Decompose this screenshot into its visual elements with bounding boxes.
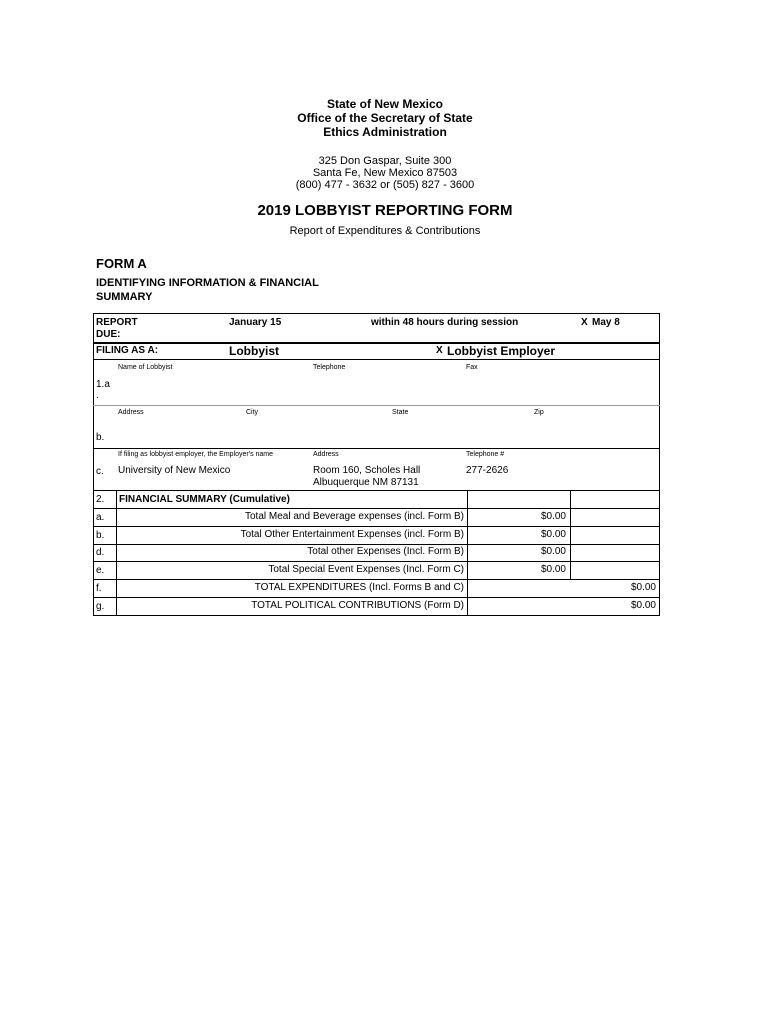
- employer-address-value[interactable]: [313, 465, 420, 489]
- section-title-line-1: IDENTIFYING INFORMATION & FINANCIAL: [96, 277, 319, 289]
- report-due-mark[interactable]: X: [581, 317, 588, 328]
- form-label: FORM A: [96, 256, 147, 271]
- row-e-number: e.: [96, 565, 105, 576]
- total-political-contributions-label: TOTAL POLITICAL CONTRIBUTIONS (Form D): [251, 600, 464, 611]
- filing-as-mark[interactable]: X: [436, 345, 443, 356]
- zip-label: Zip: [534, 409, 544, 416]
- special-event-label: Total Special Event Expenses (Incl. Form C): [268, 564, 464, 575]
- city-field[interactable]: [246, 419, 386, 445]
- financial-summary-number: 2.: [96, 494, 105, 505]
- employer-address-line-2: Albuquerque NM 87131: [313, 477, 419, 488]
- row-c-number: c.: [96, 466, 104, 477]
- agency-office: Office of the Secretary of State: [297, 111, 473, 125]
- row-1a-number-line-2: .: [96, 390, 99, 401]
- employer-name-value[interactable]: University of New Mexico: [118, 465, 231, 476]
- row-1a-number: [96, 379, 110, 401]
- agency-state: State of New Mexico: [326, 97, 444, 111]
- city-label: City: [246, 409, 259, 416]
- address-field[interactable]: [118, 419, 238, 445]
- filing-as-employer[interactable]: Lobbyist Employer: [447, 344, 556, 358]
- report-due-may[interactable]: May 8: [592, 317, 620, 328]
- total-expenditures-label: TOTAL EXPENDITURES (Incl. Forms B and C): [254, 582, 464, 593]
- section-title-line-2: SUMMARY: [96, 291, 153, 303]
- fax-label: Fax: [466, 364, 478, 371]
- report-due-label: [96, 317, 138, 341]
- form-title: 2019 LOBBYIST REPORTING FORM: [257, 202, 513, 219]
- agency-address-street: 325 Don Gaspar, Suite 300: [318, 155, 452, 167]
- employer-telephone-value[interactable]: 277-2626: [466, 465, 509, 476]
- report-due-session[interactable]: within 48 hours during session: [371, 317, 519, 328]
- fax-field[interactable]: [466, 373, 646, 401]
- section-title: [96, 276, 319, 304]
- row-b-number: b.: [96, 432, 105, 443]
- other-expenses-label: Total other Expenses (Incl. Form B): [307, 546, 464, 557]
- agency-phone: (800) 477 - 3632 or (505) 827 - 3600: [295, 179, 475, 191]
- telephone-label: Telephone: [313, 364, 346, 371]
- row-d-number: d.: [96, 547, 105, 558]
- report-due-label-line-1: REPORT: [96, 317, 138, 328]
- row-1a-number-line-1: 1.a: [96, 379, 110, 390]
- name-of-lobbyist-label: Name of Lobbyist: [118, 364, 173, 371]
- employer-telephone-label: Telephone #: [466, 451, 505, 458]
- financial-summary-title: FINANCIAL SUMMARY (Cumulative): [119, 494, 290, 505]
- form-subtitle: Report of Expenditures & Contributions: [289, 225, 481, 237]
- agency-address-city: Santa Fe, New Mexico 87503: [312, 167, 458, 179]
- other-entertainment-amount[interactable]: $0.00: [540, 529, 566, 540]
- telephone-field[interactable]: [313, 373, 453, 401]
- meal-beverage-amount[interactable]: $0.00: [540, 511, 566, 522]
- row-a-number: a.: [96, 512, 105, 523]
- other-expenses-amount[interactable]: $0.00: [540, 546, 566, 557]
- state-label: State: [392, 409, 409, 416]
- filing-as-label: FILING AS A:: [96, 345, 159, 356]
- special-event-amount[interactable]: $0.00: [540, 564, 566, 575]
- state-field[interactable]: [392, 419, 527, 445]
- total-expenditures-amount[interactable]: $0.00: [630, 582, 656, 593]
- zip-field[interactable]: [534, 419, 649, 445]
- report-due-label-line-2: DUE:: [96, 329, 121, 340]
- row-b2-number: b.: [96, 530, 105, 541]
- report-due-january[interactable]: January 15: [229, 317, 282, 328]
- employer-address-label: Address: [313, 451, 339, 458]
- meal-beverage-label: Total Meal and Beverage expenses (incl. Form B): [245, 511, 464, 522]
- filing-as-lobbyist[interactable]: Lobbyist: [229, 344, 279, 358]
- total-political-contributions-amount[interactable]: $0.00: [630, 600, 656, 611]
- other-entertainment-label: Total Other Entertainment Expenses (incl. Form B): [240, 529, 464, 540]
- address-label: Address: [118, 409, 144, 416]
- row-f-number: f.: [96, 583, 102, 594]
- employer-address-line-1: Room 160, Scholes Hall: [313, 465, 421, 476]
- employer-name-label: If filing as lobbyist employer, the Employer's name: [118, 451, 274, 458]
- row-g-number: g.: [96, 601, 105, 612]
- name-of-lobbyist-field[interactable]: [118, 373, 298, 401]
- agency-division: Ethics Administration: [323, 125, 447, 139]
